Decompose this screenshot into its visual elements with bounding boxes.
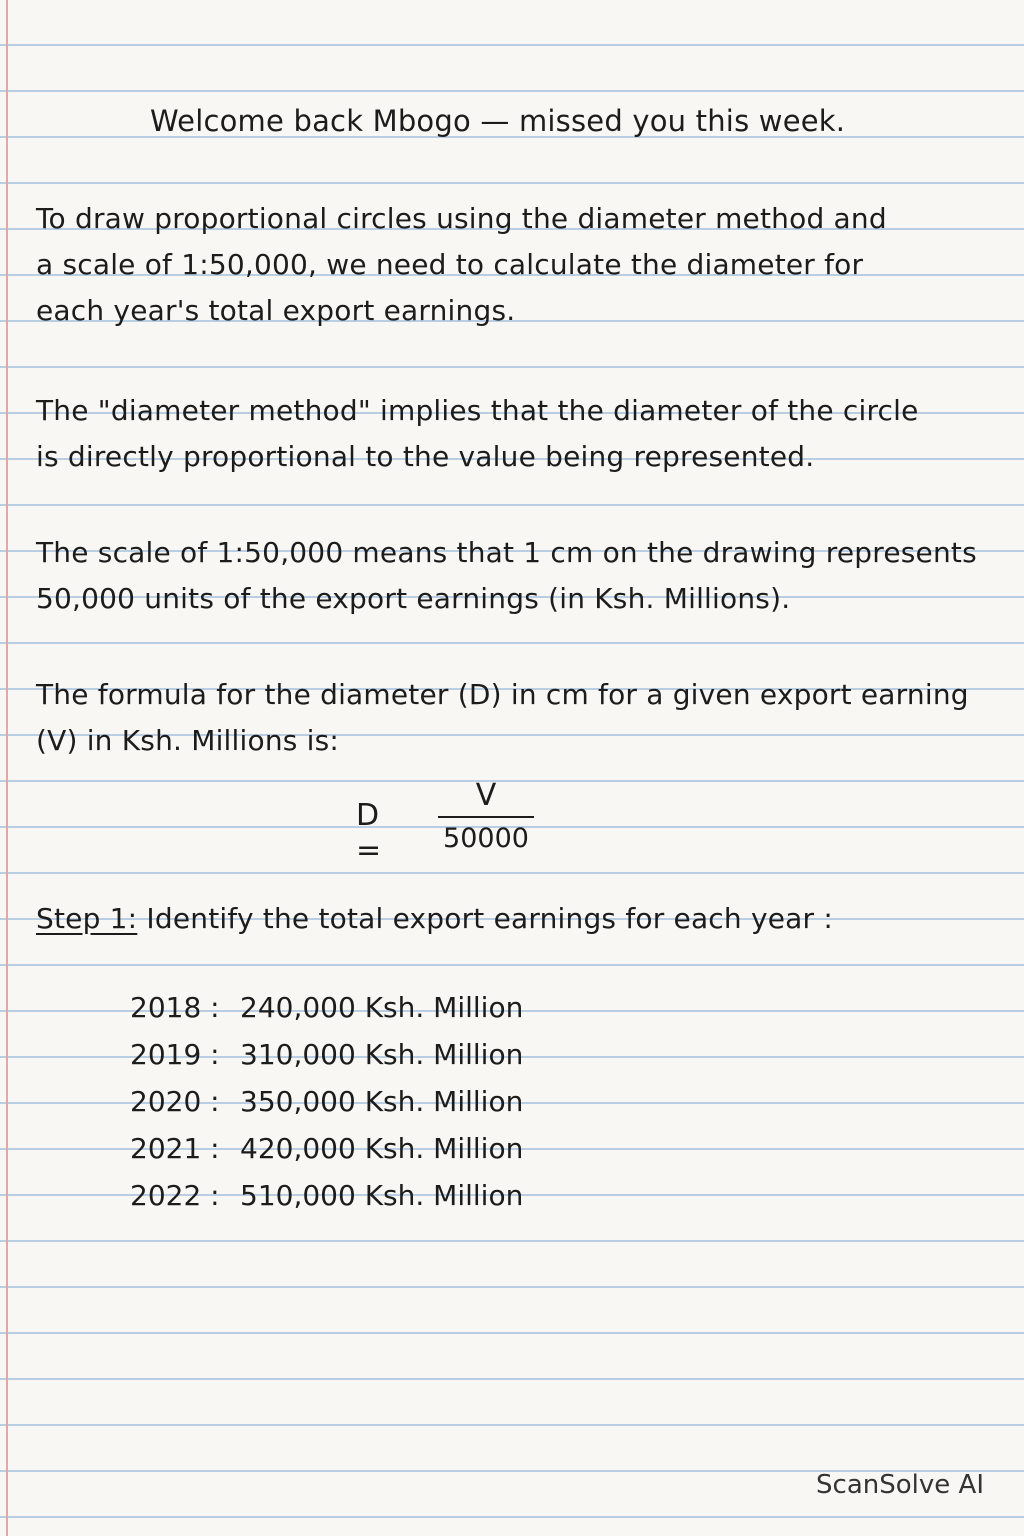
step-text: Identify the total export earnings for each year : bbox=[137, 902, 833, 935]
list-item bbox=[130, 1172, 523, 1219]
paragraph-line: each year's total export earnings. bbox=[36, 294, 516, 327]
greeting: Welcome back Mbogo — missed you this week. bbox=[150, 104, 846, 138]
year-label: 2019 : bbox=[130, 1038, 220, 1071]
list-item bbox=[130, 984, 523, 1031]
year-label: 2020 : bbox=[130, 1085, 220, 1118]
year-value: 420,000 Ksh. Million bbox=[240, 1132, 524, 1165]
margin-line bbox=[6, 0, 8, 1536]
paragraph-line: The scale of 1:50,000 means that 1 cm on the drawing represents bbox=[36, 536, 977, 569]
paragraph-formula-intro bbox=[36, 672, 969, 764]
list-item bbox=[130, 1031, 523, 1078]
year-label: 2018 : bbox=[130, 991, 220, 1024]
paragraph-line: a scale of 1:50,000, we need to calculate the diameter for bbox=[36, 248, 864, 281]
paragraph-scale bbox=[36, 530, 977, 622]
year-label: 2021 : bbox=[130, 1132, 220, 1165]
paragraph-diameter-method bbox=[36, 388, 919, 480]
year-value: 350,000 Ksh. Million bbox=[240, 1085, 524, 1118]
year-value: 510,000 Ksh. Million bbox=[240, 1179, 524, 1212]
year-value: 310,000 Ksh. Million bbox=[240, 1038, 524, 1071]
formula-denominator: 50000 bbox=[443, 823, 529, 854]
paragraph-line: (V) in Ksh. Millions is: bbox=[36, 724, 340, 757]
paragraph-line: is directly proportional to the value being represented. bbox=[36, 440, 815, 473]
year-list bbox=[130, 984, 523, 1219]
paragraph-line: 50,000 units of the export earnings (in Ksh. Millions). bbox=[36, 582, 791, 615]
fraction-bar bbox=[438, 816, 534, 818]
paragraph-line: To draw proportional circles using the diameter method and bbox=[36, 202, 887, 235]
formula-lhs: D = bbox=[356, 798, 382, 868]
year-label: 2022 : bbox=[130, 1179, 220, 1212]
brand-watermark: ScanSolve AI bbox=[816, 1470, 984, 1500]
year-value: 240,000 Ksh. Million bbox=[240, 991, 524, 1024]
formula-numerator: V bbox=[475, 778, 497, 813]
paragraph-intro bbox=[36, 196, 887, 334]
paragraph-line: The "diameter method" implies that the diameter of the circle bbox=[36, 394, 919, 427]
paragraph-line: The formula for the diameter (D) in cm for a given export earning bbox=[36, 678, 969, 711]
list-item bbox=[130, 1125, 523, 1172]
step-label: Step 1: bbox=[36, 902, 138, 935]
list-item bbox=[130, 1078, 523, 1125]
formula-fraction bbox=[438, 778, 534, 856]
step-1 bbox=[36, 896, 833, 942]
